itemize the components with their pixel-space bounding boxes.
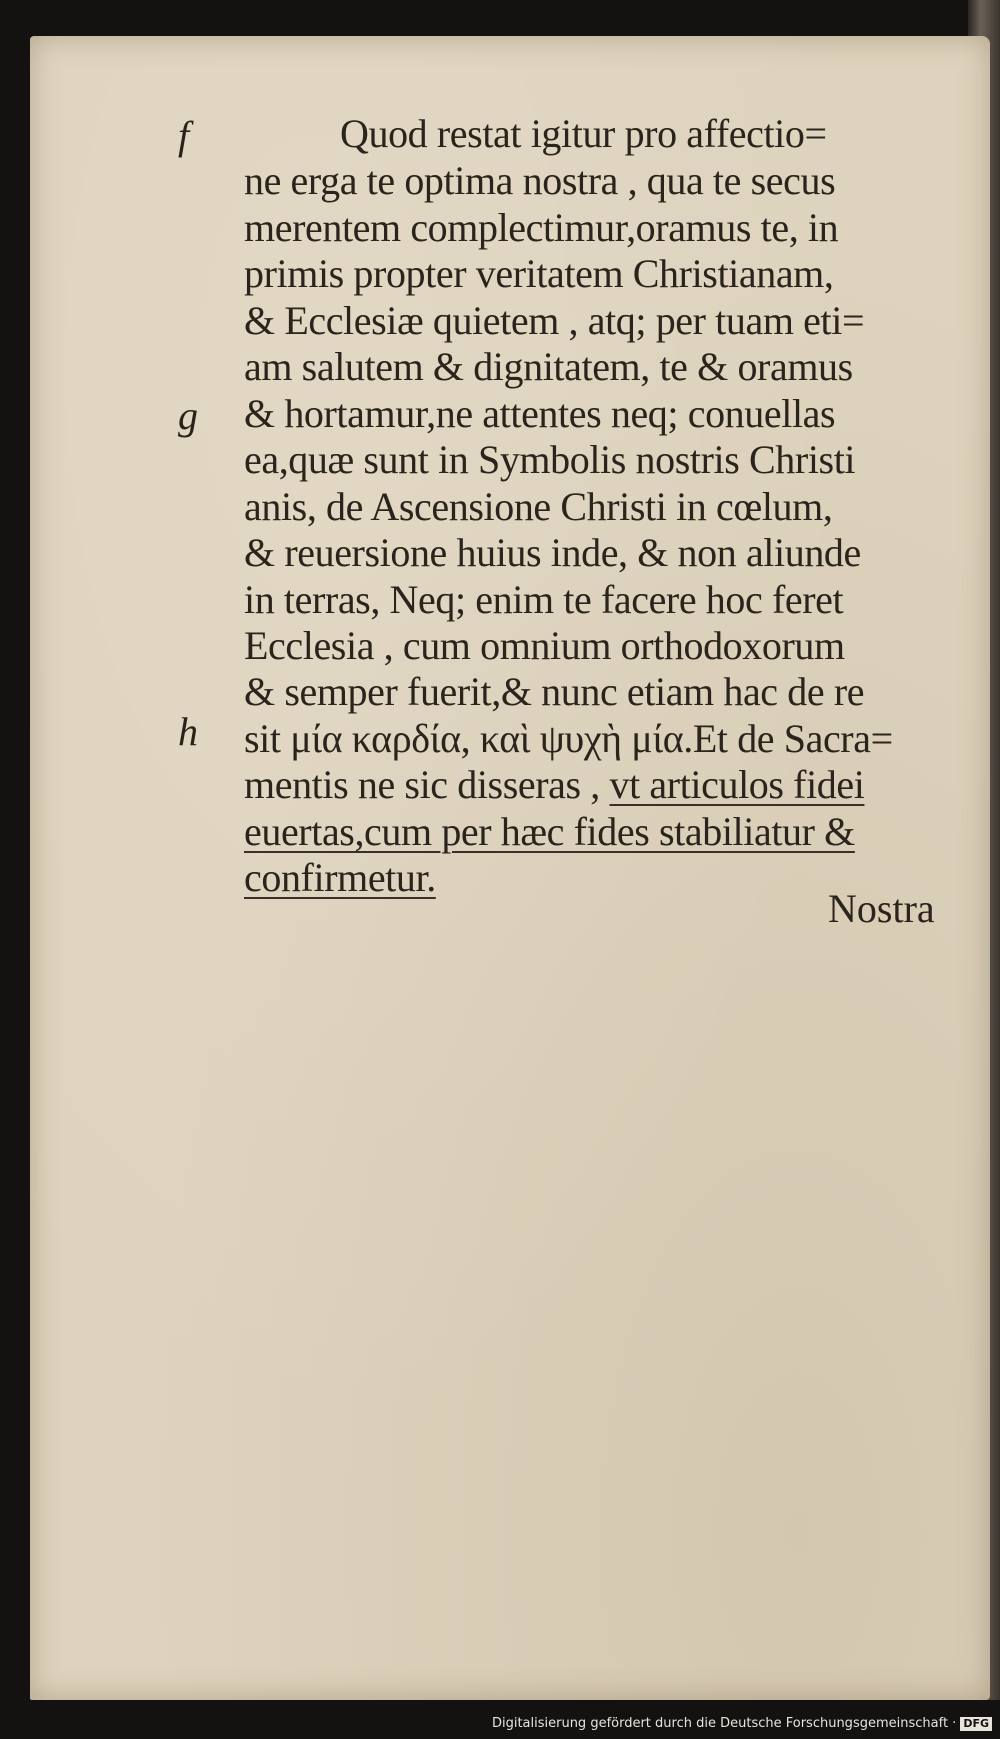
margin-note-f: f — [178, 113, 190, 158]
text-line: ea,quæ sunt in Symbolis nostris Christi — [244, 437, 856, 482]
text-line: sit μία καρδία, καὶ ψυχὴ μία.Et de Sacra= — [244, 716, 893, 761]
text-line: merentem complectimur,oramus te, in — [244, 205, 839, 250]
underlined-text: vt articulos fidei — [609, 762, 865, 807]
underlined-text: euertas,cum per hæc fides stabiliatur & — [244, 809, 855, 854]
text-line: & reuersione huius inde, & non aliunde — [244, 530, 861, 575]
underlined-text: confirmetur. — [244, 855, 436, 900]
text-line: & hortamur,ne attentes neq; conuellas — [244, 391, 836, 436]
credit-text: Digitalisierung gefördert durch die Deutsche Forschungsgemeinschaft · — [491, 1716, 957, 1731]
digitization-credit — [492, 1716, 992, 1731]
text-line: ne erga te optima nostra , qua te secus — [244, 158, 836, 203]
text-line — [244, 763, 958, 807]
text-line: in terras, Neq; enim te facere hoc feret — [244, 577, 844, 622]
dfg-logo-icon: DFG — [960, 1717, 992, 1731]
margin-note-h: h — [178, 709, 198, 754]
text-line: & Ecclesiæ quietem , atq; per tuam eti= — [244, 298, 865, 343]
catchword: Nostra — [828, 886, 935, 931]
text-line-start: mentis ne sic disseras , — [244, 762, 610, 807]
text-line: anis, de Ascensione Christi in cœlum, — [244, 484, 833, 529]
margin-note-g: g — [178, 393, 198, 438]
text-line: Ecclesia , cum omnium orthodoxorum — [244, 623, 845, 668]
text-line — [244, 810, 958, 854]
text-line: primis propter veritatem Christianam, — [244, 251, 834, 296]
text-line: am salutem & dignitatem, te & oramus — [244, 344, 853, 389]
text-line: Quod restat igitur pro affectio= — [340, 111, 827, 156]
text-line: & semper fuerit,& nunc etiam hac de re — [244, 669, 865, 714]
